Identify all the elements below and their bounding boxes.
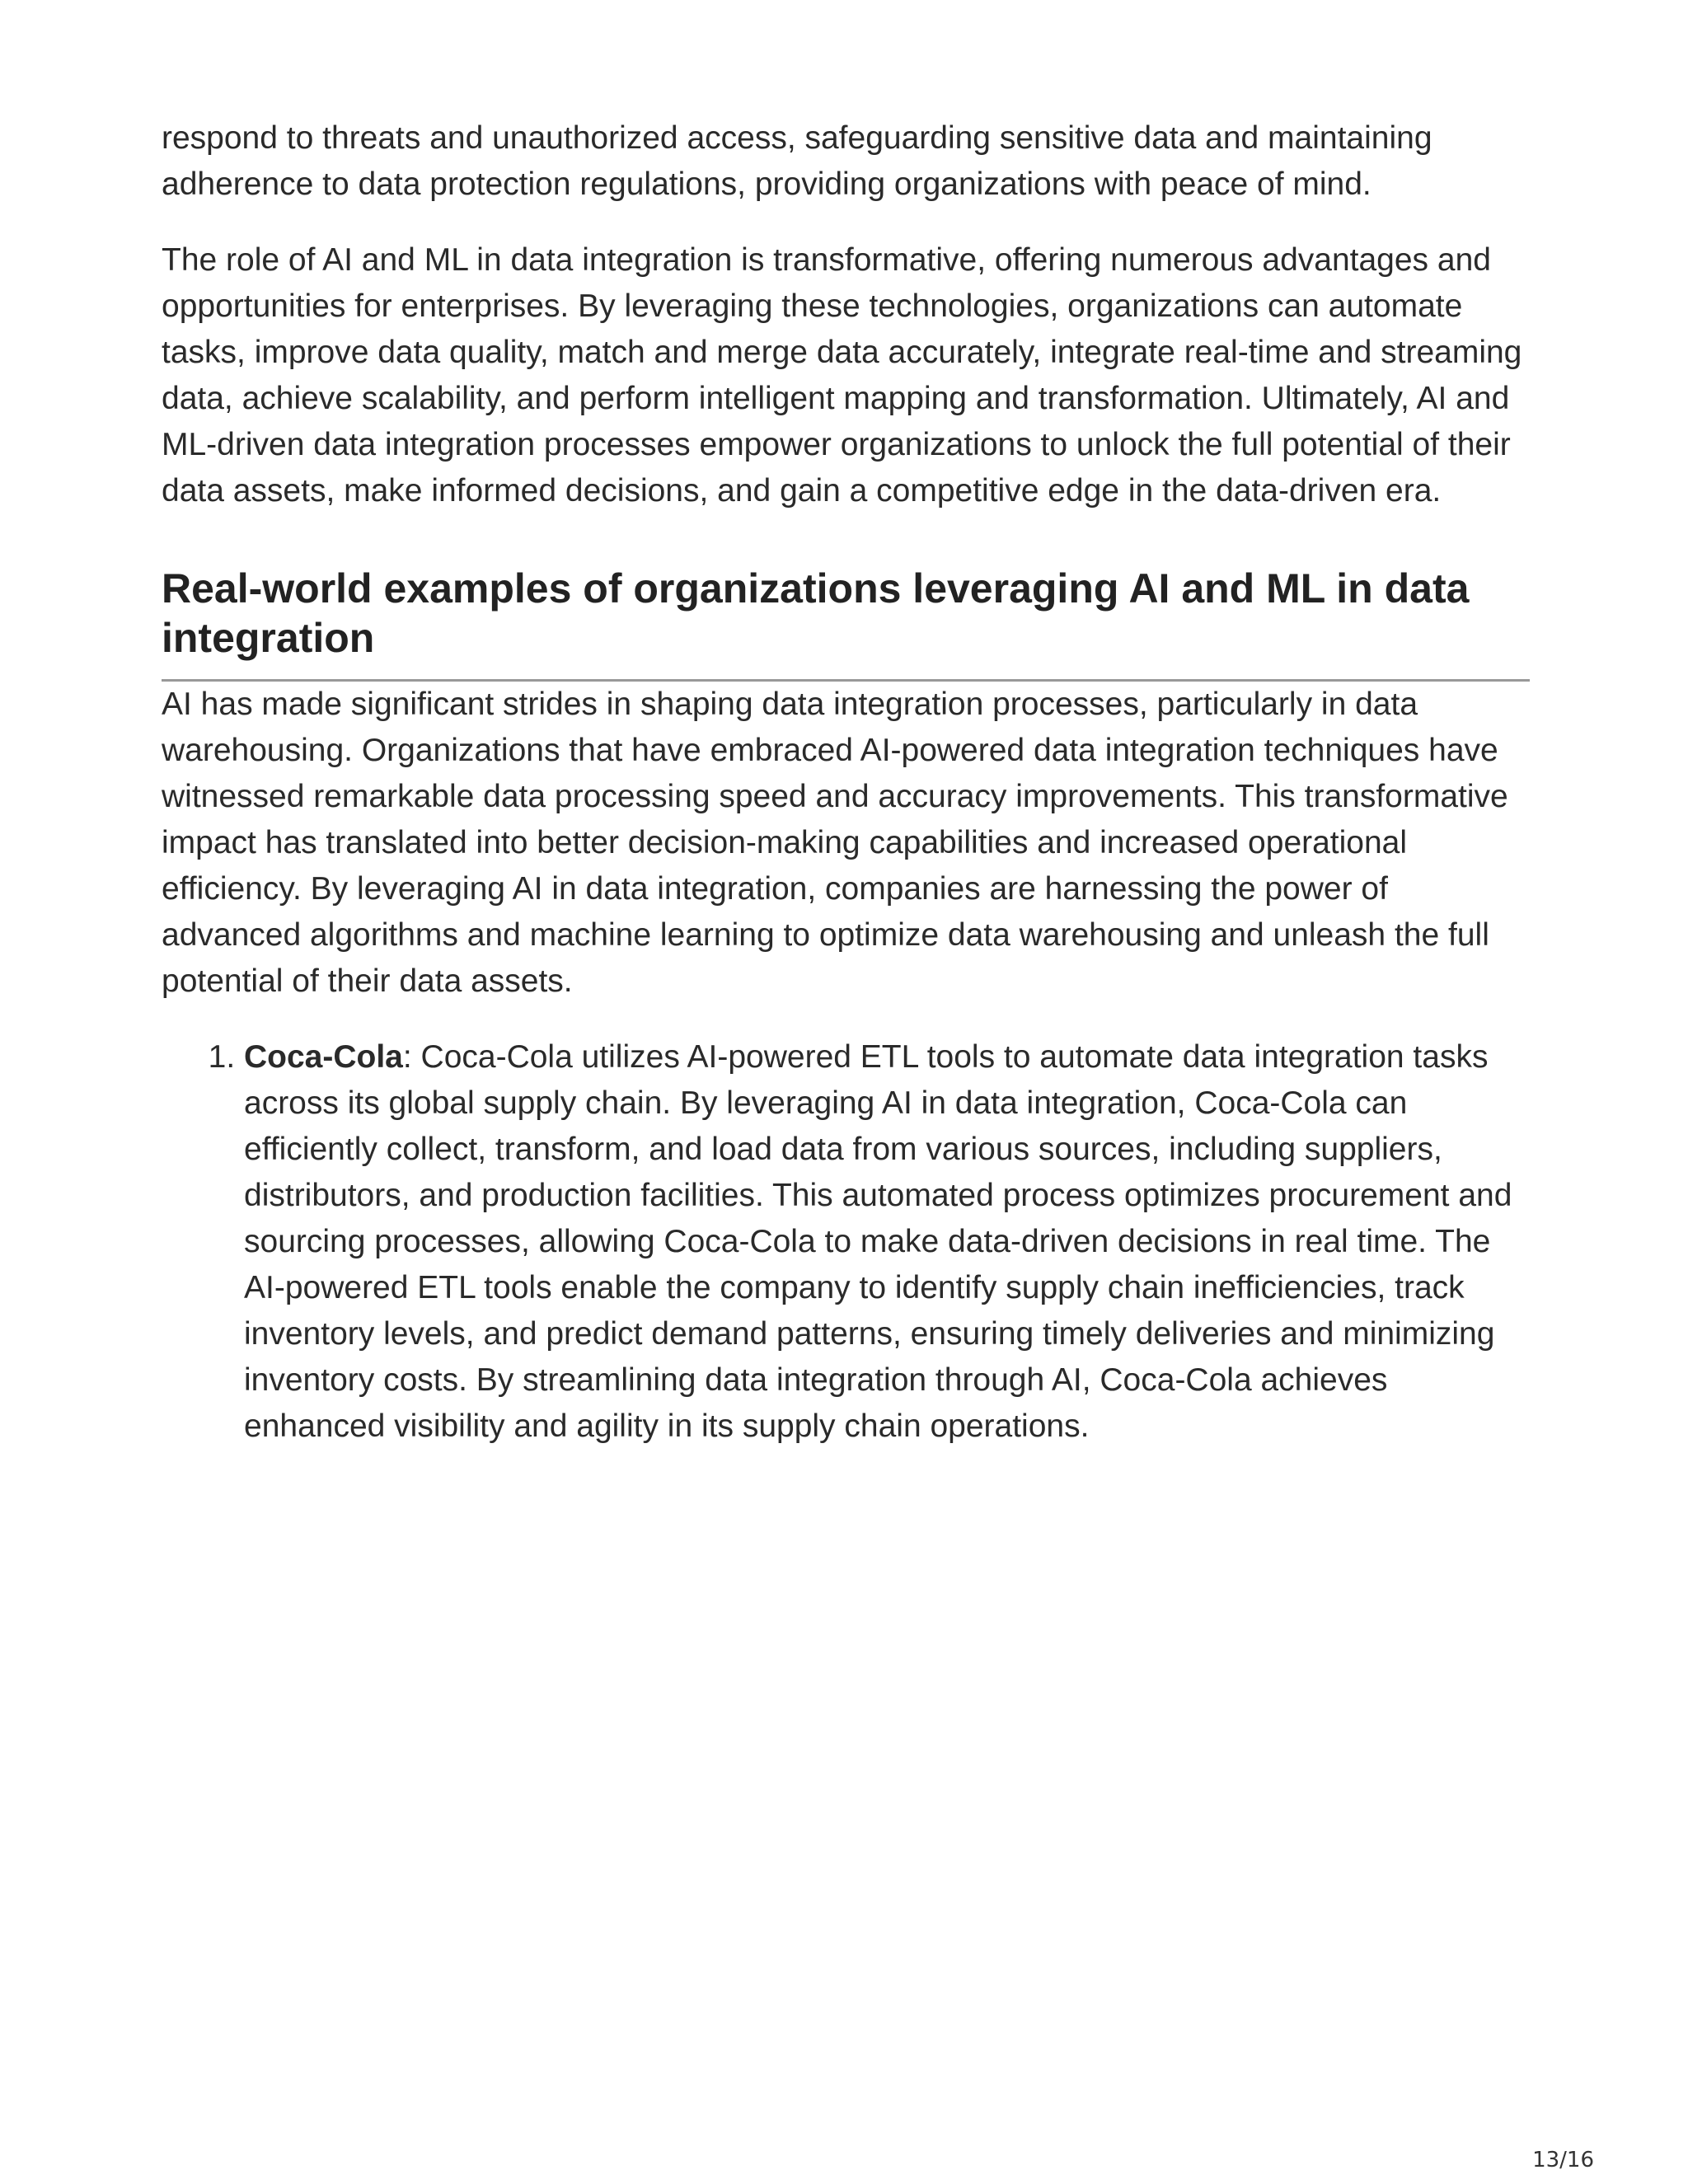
list-item [244, 1034, 1530, 1450]
paragraph-role-of-ai-ml: The role of AI and ML in data integration is transformative, offering numerous advantages and opportunities for enterprises. By leveraging these technologies, organizations can automate tasks, improve data quality, match and merge data accurately, integrate real-time and streaming data, achieve scalability, and perform intelligent mapping and transformation. Ultimately, AI and ML-driven data integration processes empower organizations to unlock the full potential of their data assets, make informed decisions, and gain a competitive edge in the data-driven era. [162, 242, 1522, 509]
example-text: : Coca-Cola utilizes AI-powered ETL tools to automate data integration tasks across its global supply chain. By leveraging AI in data integration, Coca-Cola can efficiently collect, transform, and load data from various sources, including suppliers, distributors, and production facilities. This automated process optimizes procurement and sourcing processes, allowing Coca-Cola to make data-driven decisions in real time. The AI-powered ETL tools enable the company to identify supply chain inefficiencies, track inventory levels, and predict demand patterns, ensuring timely deliveries and minimizing inventory costs. By streamlining data integration through AI, Coca-Cola achieves enhanced visibility and agility in its supply chain operations. [244, 1039, 1512, 1444]
paragraph-ai-strides: AI has made significant strides in shaping data integration processes, particularly in data warehousing. Organizations that have embraced AI-powered data integration techniques have witnessed remarkable data processing speed and accuracy improvements. This transformative impact has translated into better decision-making capabilities and increased operational efficiency. By leveraging AI in data integration, companies are harnessing the power of advanced algorithms and machine learning to optimize data warehousing and unleash the full potential of their data assets. [162, 687, 1508, 999]
paragraph-security: respond to threats and unauthorized access, safeguarding sensitive data and maintaining adherence to data protection regulations, providing organizations with peace of mind. [162, 120, 1432, 202]
article-content [162, 115, 1530, 1450]
section-heading: Real-world examples of organizations leveraging AI and ML in data integration [162, 564, 1530, 682]
page-number: 13/16 [1532, 2148, 1594, 2172]
example-title: Coca-Cola [244, 1039, 403, 1075]
examples-list [162, 1034, 1530, 1450]
